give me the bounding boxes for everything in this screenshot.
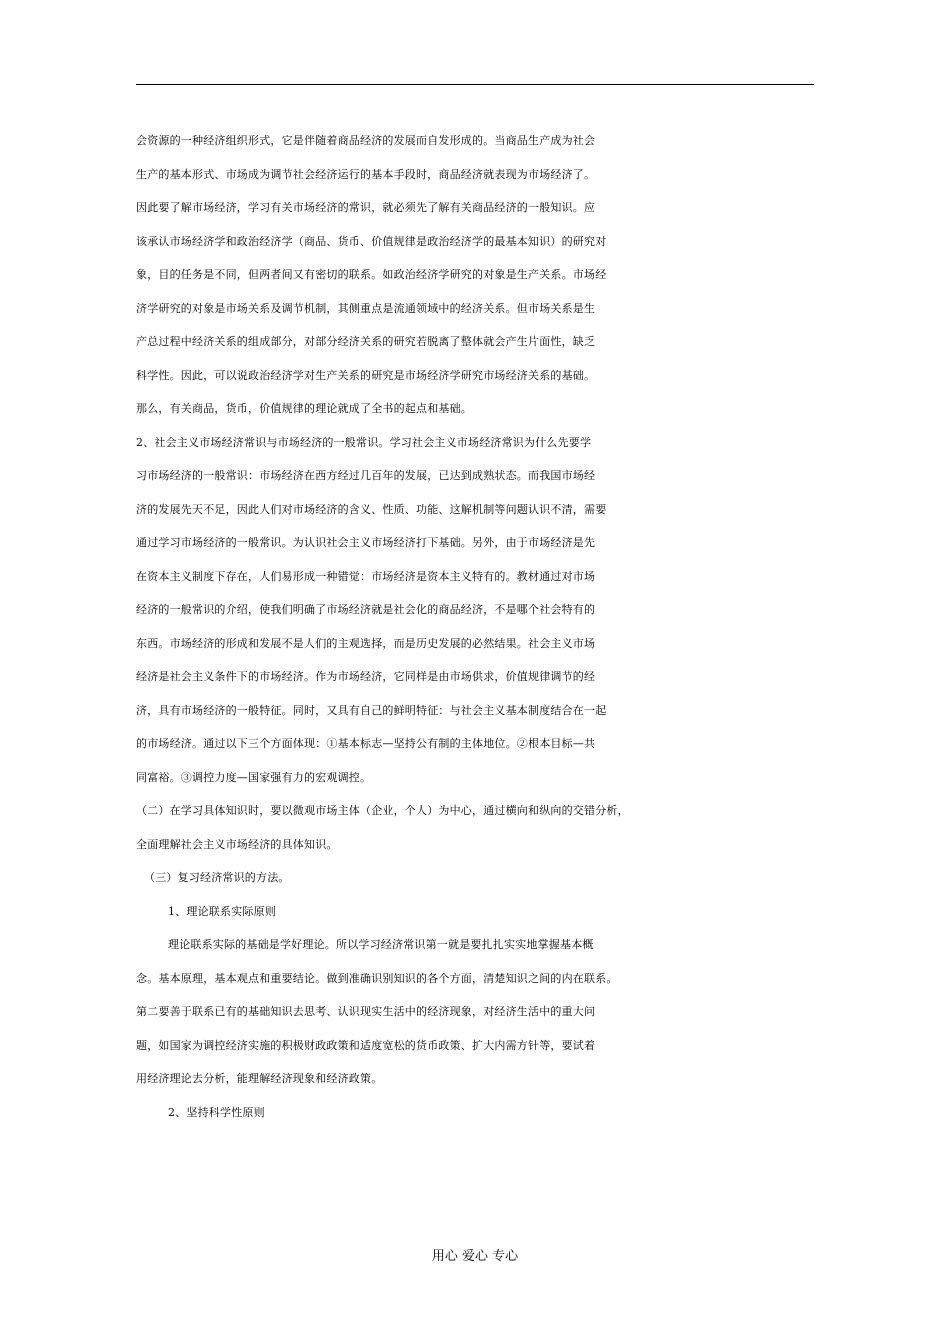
text-line: 济的发展先天不足，因此人们对市场经济的含义、性质、功能、这解机制等问题认识不清，需要	[136, 502, 607, 516]
text-line: 经济的一般常识的介绍，使我们明确了市场经济就是社会化的商品经济，不是哪个社会特有的	[136, 603, 596, 616]
text-line: 济学研究的对象是市场关系及调节机制，其侧重点是流通领域中的经济关系。但市场关系是生	[136, 301, 596, 315]
text-line: 产总过程中经济关系的组成部分，对部分经济关系的研究若脱离了整体就会产生片面性，缺乏	[136, 335, 596, 348]
text-line: 用经济理论去分析，能理解经济现象和经济政策。	[136, 1072, 383, 1085]
text-line: 习市场经济的一般常识：市场经济在西方经过几百年的发展，已达到成熟状态。而我国市场经	[136, 469, 596, 482]
text-line: 通过学习市场经济的一般常识。为认识社会主义市场经济打下基础。另外，由于市场经济是先	[136, 536, 596, 549]
text-line: 会资源的一种经济组织形式，它是伴随着商品经济的发展而自发形成的。当商品生产成为社会	[136, 134, 596, 147]
text-line: 经济是社会主义条件下的市场经济。作为市场经济，它同样是由市场供求，价值规律调节的经	[136, 670, 596, 683]
text-line: 的市场经济。通过以下三个方面体现：①基本标志—坚持公有制的主体地位。②根本目标—共	[136, 737, 596, 750]
text-line: 念。基本原理，基本观点和重要结论。做到准确识别知识的各个方面，清楚知识之间的内在联系。	[136, 971, 618, 985]
text-line: 东西。市场经济的形成和发展不是人们的主观选择，而是历史发展的必然结果。社会主义市场	[136, 636, 596, 650]
text-line: 同富裕。③调控力度—国家强有力的宏观调控。	[136, 770, 372, 784]
text-line: （二）在学习具体知识时，要以微观市场主体（企业，个人）为中心，通过横向和纵向的交错分析，	[136, 804, 629, 817]
body-text	[136, 124, 818, 1129]
text-line: 1、理论联系实际原则	[168, 904, 276, 918]
text-line: 济，具有市场经济的一般特征。同时，又具有自己的鲜明特征：与社会主义基本制度结合在一起	[136, 703, 607, 717]
header-rule	[136, 84, 814, 85]
text-line: 科学性。因此，可以说政治经济学对生产关系的研究是市场经济学研究市场经济关系的基础。	[136, 368, 596, 382]
text-line: 那么，有关商品，货币，价值规律的理论就成了全书的起点和基础。	[136, 402, 472, 415]
text-line: （三）复习经济常识的方法。	[144, 871, 290, 884]
text-line: 2、社会主义市场经济常识与市场经济的一般常识。学习社会主义市场经济常识为什么先要学	[136, 435, 592, 449]
page-footer: 用心 爱心 专心	[431, 1249, 519, 1264]
text-line: 因此要了解市场经济，学习有关市场经济的常识，就必须先了解有关商品经济的一般知识。应	[136, 201, 596, 214]
text-line: 第二要善于联系已有的基础知识去思考、认识现实生活中的经济现象，对经济生活中的重大问	[136, 1005, 596, 1018]
text-line: 题，如国家为调控经济实施的积极财政政策和适度宽松的货币政策、扩大内需方针等，要试着	[136, 1038, 596, 1052]
text-line: 象，目的任务是不同，但两者间又有密切的联系。如政治经济学研究的对象是生产关系。市场经	[136, 268, 607, 281]
text-line: 该承认市场经济学和政治经济学（商品、货币、价值规律是政治经济学的最基本知识）的研究对	[136, 234, 607, 248]
text-line: 生产的基本形式、市场成为调节社会经济运行的基本手段时，商品经济就表现为市场经济了。	[136, 167, 596, 181]
text-line: 在资本主义制度下存在，人们易形成一种错觉：市场经济是资本主义特有的。教材通过对市场	[136, 569, 596, 583]
text-line: 2、坚持科学性原则	[168, 1105, 265, 1119]
text-line: 全面理解社会主义市场经济的具体知识。	[136, 837, 338, 851]
text-line: 理论联系实际的基础是学好理论。所以学习经济常识第一就是要扎扎实实地掌握基本概	[168, 938, 594, 951]
